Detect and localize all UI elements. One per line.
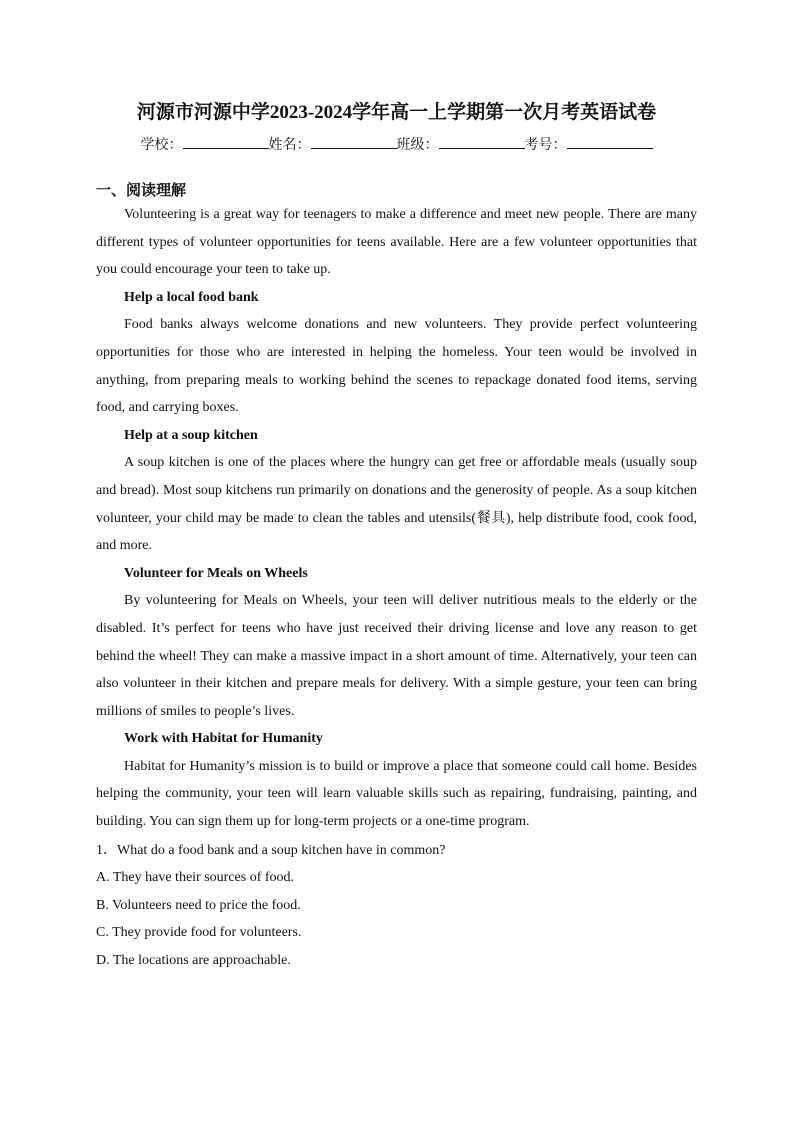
passage-body-food-bank: Food banks always welcome donations and new volunteers. They provide perfect volunteering opportunities for those who are interested in helping the homeless. Your teen would be involved in anything, from preparing meals to working behind the scenes to repackage donated food items, serving food, and carrying boxes. [96, 317, 697, 416]
passage-body-habitat: Habitat for Humanity’s mission is to build or improve a place that someone could call home. Besides helping the community, your teen will learn valuable skills such as repairing, fundraising, painting, and building. You can sign them up for long-term projects or a one-time program. [96, 758, 697, 830]
option-c[interactable]: C. They provide food for volunteers. [96, 925, 302, 941]
name-label: 姓名： [268, 137, 311, 153]
question-number: 1． [96, 842, 117, 858]
section-title: 一、阅读理解 [96, 181, 187, 199]
option-d[interactable]: D. The locations are approachable. [96, 953, 291, 969]
passage-heading-food-bank: Help a local food bank [124, 289, 259, 305]
passage-heading-soup-kitchen: Help at a soup kitchen [124, 427, 258, 443]
passage-heading-meals-on-wheels: Volunteer for Meals on Wheels [124, 565, 308, 581]
name-blank[interactable] [311, 134, 397, 149]
option-a[interactable]: A. They have their sources of food. [96, 870, 295, 886]
passage-body-meals-on-wheels: By volunteering for Meals on Wheels, your teen will deliver nutritious meals to the elderly or the disabled. It’s perfect for teens who have just received their driving license and love any reason to get behind the wheel! They can make a massive impact in a short amount of time. Alternatively, your teen can also volunteer in their kitchen and prepare meals for delivery. With a simple gesture, your teen can bring millions of smiles to people’s lives. [96, 593, 697, 719]
option-b[interactable]: B. Volunteers need to price the food. [96, 897, 301, 913]
passage-intro: Volunteering is a great way for teenagers to make a difference and meet new people. There are many different types of volunteer opportunities for teens available. Here are a few volunteer opportunities that you could encourage your teen to take up. [96, 207, 697, 278]
student-info-line [96, 132, 697, 157]
school-blank[interactable] [183, 134, 269, 149]
class-label: 班级： [396, 137, 439, 153]
exam-number-label: 考号： [524, 137, 567, 153]
school-label: 学校： [140, 137, 183, 153]
exam-title: 河源市河源中学2023-2024学年高一上学期第一次月考英语试卷 [136, 102, 657, 123]
class-blank[interactable] [439, 134, 525, 149]
question-1 [96, 837, 697, 865]
passage-body-soup-kitchen: A soup kitchen is one of the places where the hungry can get free or affordable meals (usually soup and bread). Most soup kitchens run primarily on donations and the generosity of people. As a soup kitchen volunteer, your child may be made to clean the tables and utensils(餐具), help distribute food, cook food, and more. [96, 455, 697, 554]
question-stem: What do a food bank and a soup kitchen have in common? [117, 842, 446, 858]
exam-number-blank[interactable] [567, 134, 653, 149]
passage-heading-habitat: Work with Habitat for Humanity [124, 731, 323, 747]
exam-page [96, 100, 697, 975]
